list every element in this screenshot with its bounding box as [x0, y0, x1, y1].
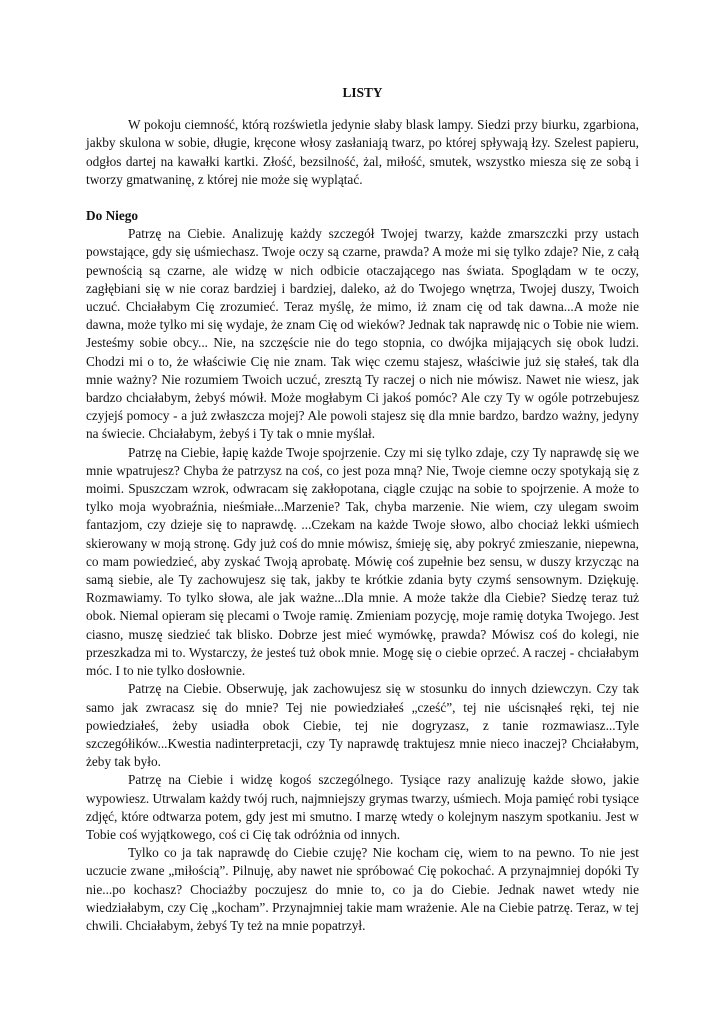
intro-paragraph: W pokoju ciemność, którą rozświetla jedynie słaby blask lampy. Siedzi przy biurku, zgarbiona, jakby skulona w sobie, długie, kręcone włosy zasłaniają twarz, po której spływają łzy. Szelest papieru, odgłos dartej na kawałki kartki. Złość, bezsilność, żal, miłość, smutek, wszystko miesza się ze sobą i tworzy gmatwaninę, z której nie może się wyplątać. [86, 117, 639, 187]
body-paragraph-5: Tylko co ja tak naprawdę do Ciebie czuję? Nie kocham cię, wiem to na pewno. To nie jest uczucie zwane „miłością”. Pilnuję, aby nawet nie spróbować Cię pokochać. A przynajmniej dopóki Ty nie...po kochasz? Chociażby poczujesz do mnie to, co ja do Ciebie. Jednak nawet wtedy nie wiedziałabym, czy Cię „kocham”. Przynajmniej takie mam wrażenie. Ale na Ciebie patrzę. Teraz, w tej chwili. Chciałabym, żebyś Ty też na mnie popatrzył. [86, 845, 639, 933]
body-paragraph-1: Patrzę na Ciebie. Analizuję każdy szczegół Twojej twarzy, każde zmarszczki przy ustach powstające, gdy się uśmiechasz. Twoje oczy są czarne, prawda? A może mi się tylko zdaje? Nie, z całą pewnością są czarne, ale widzę w nich odbicie otaczającego nas świata. Spoglądam w te oczy, zagłębiani się w nie coraz bardziej i bardziej, daleko, aż do Twojego wnętrza, Twojej duszy, Twoich uczuć. Chciałabym Cię zrozumieć. Teraz myślę, że mimo, iż znam cię od tak dawna...A może nie dawna, może tylko mi się wydaje, że znam Cię od wieków? Jednak tak naprawdę nic o Tobie nie wiem. Jesteśmy sobie obcy... Nie, na szczęście nie do tego stopnia, co dwójka mijających się obok ludzi. Chodzi mi o to, że właściwie Cię nie znam. Tak więc czemu stajesz, właściwie już się stałeś, tak dla mnie ważny? Nie rozumiem Twoich uczuć, zresztą Ty raczej o nich nie mówisz. Nawet nie wiesz, jak bardzo chciałabym, żebyś mówił. Może mogłabym Ci jakoś pomóc? Ale czy Ty w ogóle potrzebujesz czyjejś pomocy - a już zwłaszcza mojej? Ale powoli stajesz się dla mnie bardzo, bardzo ważny, jedyny na świecie. Chciałabym, żebyś i Ty tak o mnie myślał. [86, 226, 639, 442]
document-title: LISTY [342, 85, 383, 100]
section-heading: Do Niego [86, 208, 139, 224]
body-paragraph-2: Patrzę na Ciebie, łapię każde Twoje spojrzenie. Czy mi się tylko zdaje, czy Ty naprawdę się we mnie wpatrujesz? Chyba że patrzysz na coś, co jest poza mną? Nie, Twoje ciemne oczy spotykają się z moimi. Spuszczam wzrok, odwracam się zakłopotana, ciągle czując na sobie to spojrzenie. A może to tylko moja wyobraźnia, nieśmiałe...Marzenie? Tak, chyba marzenie. Nie wiem, czy ulegam swoim fantazjom, czy dzieje się to naprawdę. ...Czekam na każde Twoje słowo, albo chociaż lekki uśmiech skierowany w moją stronę. Gdy już coś do mnie mówisz, śmieję się, aby pokryć zmieszanie, niepewna, co mam powiedzieć, aby zyskać Twoją aprobatę. Mówię coś zupełnie bez sensu, w duszy krzycząc na samą siebie, ale Ty zachowujesz się tak, jakby te krótkie zdania byty czymś sensownym. Dziękuję. Rozmawiamy. To tylko słowa, ale jak ważne...Dla mnie. A może także dla Ciebie? Siedzę teraz tuż obok. Niemal opieram się plecami o Twoje ramię. Zmieniam pozycję, moje ramię dotyka Twojego. Jest ciasno, muszę siedzieć tak blisko. Dobrze jest mieć wymówkę, prawda? Mówisz coś do kolegi, nie przeszkadza mi to. Wystarczy, że jesteś tuż obok mnie. Mogę się o ciebie oprzeć. A raczej - chciałabym móc. I to nie tylko dosłownie. [86, 444, 639, 679]
body-paragraph-4: Patrzę na Ciebie i widzę kogoś szczególnego. Tysiące razy analizuję każde słowo, jakie wypowiesz. Utrwalam każdy twój ruch, najmniejszy grymas twarzy, uśmiech. Moja pamięć robi tysiące zdjęć, które odtwarza potem, gdy jest mi smutno. I marzę wtedy o kolejnym naszym spotkaniu. Jest w Tobie coś wyjątkowego, coś ci Cię tak odróżnia od innych. [86, 772, 640, 842]
body-paragraph-3: Patrzę na Ciebie. Obserwuję, jak zachowujesz się w stosunku do innych dziewczyn. Czy tak samo jak zwracasz się do mnie? Tej nie powiedziałeś „cześć”, tej nie uścisnąłeś ręki, tej nie powiedziałeś, żeby usiadła obok Ciebie, tej nie dogryzasz, z tanie rozmawiasz...Tyle szczegółików...Kwestia nadinterpretacji, czy Ty naprawdę traktujesz mnie nieco inaczej? Chciałabym, żeby tak było. [86, 681, 639, 770]
document-page [86, 84, 639, 935]
